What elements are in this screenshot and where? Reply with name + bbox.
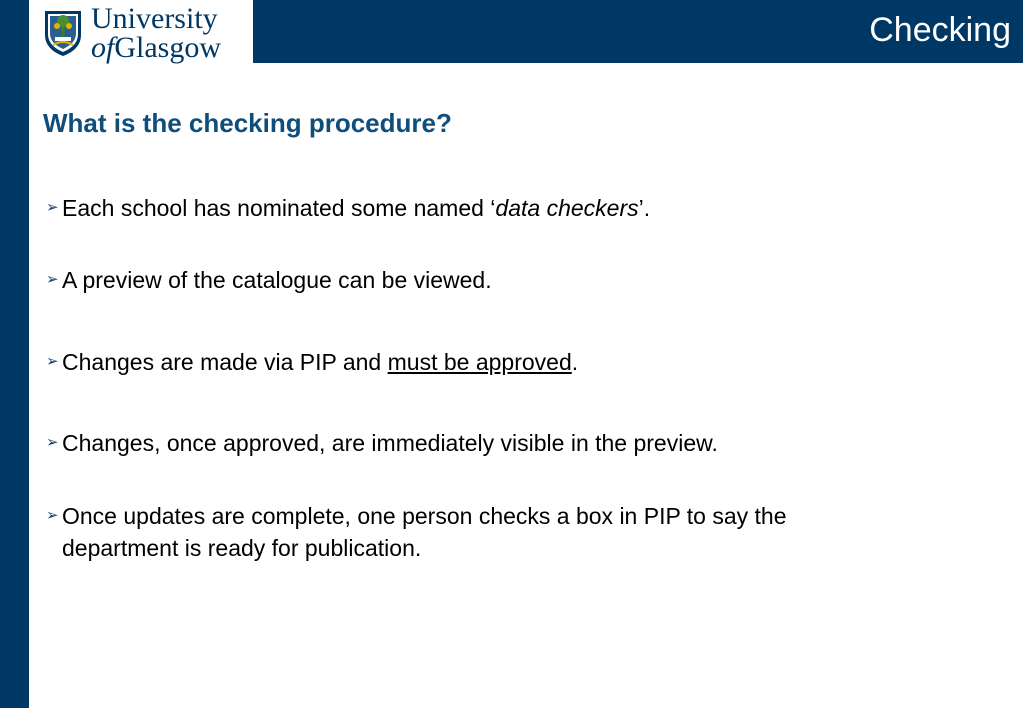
bullet-item	[46, 346, 946, 378]
bullet-text-part: Changes are made via PIP and	[62, 349, 388, 375]
bullet-text	[62, 192, 946, 224]
bullet-text: A preview of the catalogue can be viewed.	[62, 267, 492, 293]
arrow-bullet-icon: ➢	[46, 353, 59, 370]
university-crest-icon	[43, 9, 83, 57]
bullet-text-underlined: must be approved	[387, 349, 572, 375]
bullet-item	[46, 192, 946, 224]
bullet-text-part: ’.	[638, 195, 651, 221]
logo-line-university: University	[91, 2, 218, 35]
bullet-text	[62, 346, 946, 378]
logo-glasgow: Glasgow	[114, 31, 221, 64]
arrow-bullet-icon: ➢	[46, 199, 59, 216]
university-logo	[29, 0, 253, 63]
logo-wordmark	[91, 4, 251, 62]
logo-of: of	[91, 31, 115, 64]
bullet-text-italic: data checkers	[495, 195, 639, 221]
section-heading: What is the checking procedure?	[43, 108, 452, 138]
bullet-item	[46, 500, 906, 564]
arrow-bullet-icon: ➢	[46, 434, 59, 451]
logo-line-glasgow	[91, 33, 221, 63]
bullet-text-part: .	[571, 349, 579, 375]
left-accent-bar	[0, 0, 29, 708]
bullet-item	[46, 427, 946, 459]
arrow-bullet-icon: ➢	[46, 271, 59, 288]
slide-title: Checking	[869, 11, 1011, 49]
bullet-text-part: Each school has nominated some named ‘	[62, 195, 496, 221]
bullet-text: Once updates are complete, one person checks a box in PIP to say the department is ready for publication.	[62, 503, 787, 561]
bullet-text: Changes, once approved, are immediately visible in the preview.	[62, 430, 718, 456]
bullet-item	[46, 264, 946, 296]
arrow-bullet-icon: ➢	[46, 507, 59, 524]
